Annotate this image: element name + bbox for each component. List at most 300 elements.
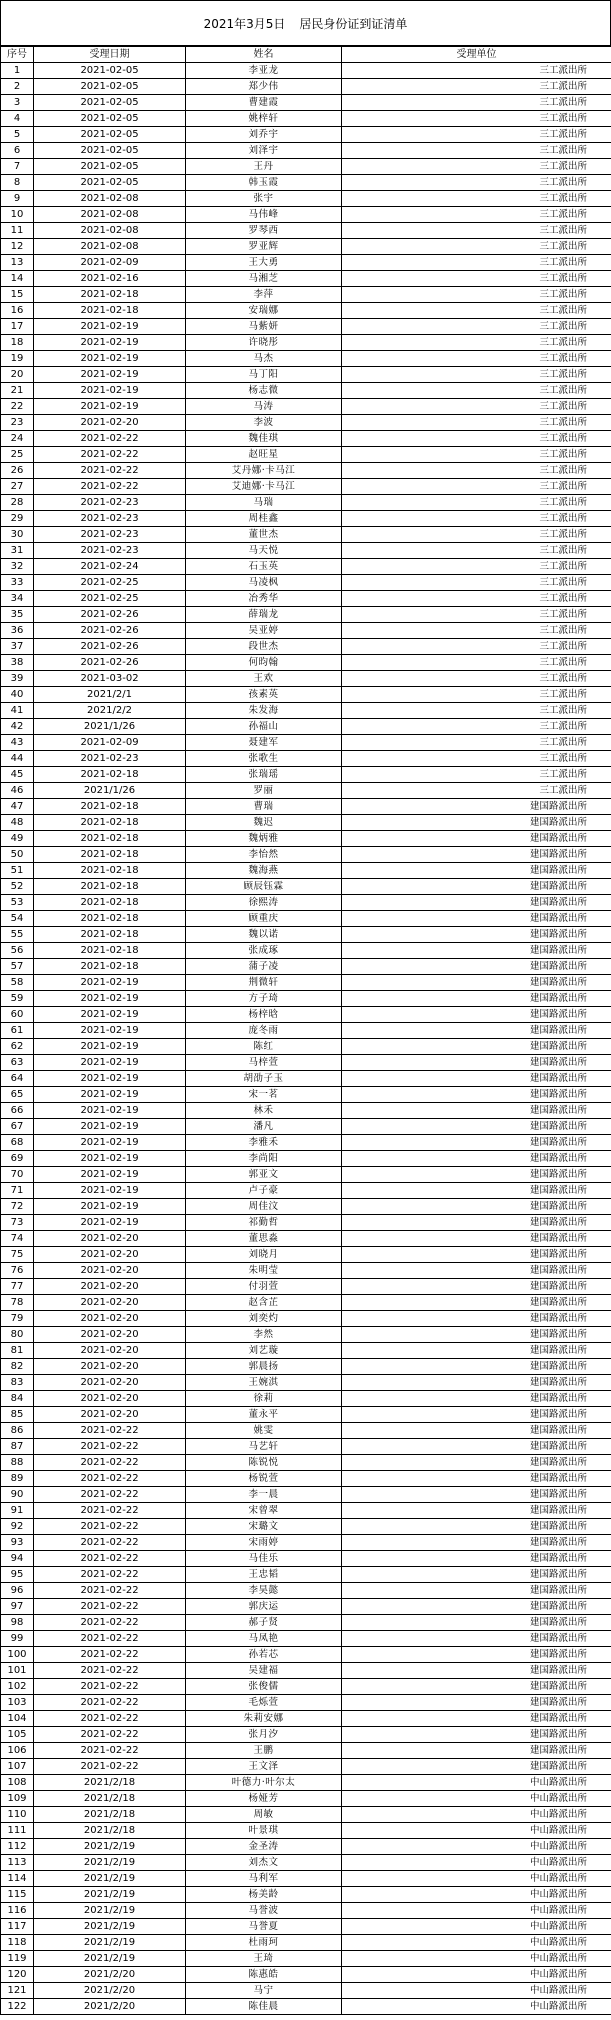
table-row (1, 431, 611, 447)
cell-date: 2021-02-19 (34, 319, 186, 335)
table-row (1, 255, 611, 271)
table-body (1, 63, 611, 2015)
cell-unit: 三工派出所 (342, 175, 611, 191)
cell-unit: 建国路派出所 (342, 911, 611, 927)
cell-date: 2021-02-22 (34, 1471, 186, 1487)
table-row (1, 671, 611, 687)
table-row (1, 1855, 611, 1871)
cell-no: 101 (1, 1663, 34, 1679)
table-row (1, 367, 611, 383)
cell-name: 马梓萱 (186, 1055, 342, 1071)
cell-name: 魏迟 (186, 815, 342, 831)
cell-date: 2021-02-25 (34, 591, 186, 607)
table-row (1, 1455, 611, 1471)
cell-name: 马紫妍 (186, 319, 342, 335)
cell-unit: 三工派出所 (342, 255, 611, 271)
cell-date: 2021/2/19 (34, 1903, 186, 1919)
cell-name: 魏以诺 (186, 927, 342, 943)
cell-unit: 建国路派出所 (342, 1551, 611, 1567)
cell-date: 2021/2/19 (34, 1935, 186, 1951)
cell-unit: 三工派出所 (342, 591, 611, 607)
cell-no: 114 (1, 1871, 34, 1887)
cell-unit: 三工派出所 (342, 191, 611, 207)
table-row (1, 1471, 611, 1487)
table-row (1, 1871, 611, 1887)
cell-date: 2021-02-19 (34, 1039, 186, 1055)
cell-name: 郑少伟 (186, 79, 342, 95)
cell-no: 87 (1, 1439, 34, 1455)
cell-date: 2021/2/1 (34, 687, 186, 703)
cell-date: 2021-02-22 (34, 1535, 186, 1551)
table-row (1, 511, 611, 527)
table-row (1, 1519, 611, 1535)
cell-date: 2021-02-18 (34, 895, 186, 911)
cell-date: 2021-02-18 (34, 831, 186, 847)
cell-name: 王文泽 (186, 1759, 342, 1775)
table-row (1, 1935, 611, 1951)
cell-date: 2021-02-25 (34, 575, 186, 591)
cell-unit: 中山路派出所 (342, 1871, 611, 1887)
cell-no: 33 (1, 575, 34, 591)
table-row (1, 287, 611, 303)
cell-no: 98 (1, 1615, 34, 1631)
cell-date: 2021/2/20 (34, 1983, 186, 1999)
cell-name: 赵含芷 (186, 1295, 342, 1311)
cell-date: 2021-02-19 (34, 1071, 186, 1087)
cell-date: 2021-02-22 (34, 1647, 186, 1663)
table-row (1, 591, 611, 607)
table-row (1, 543, 611, 559)
cell-no: 74 (1, 1231, 34, 1247)
table-row (1, 1999, 611, 2015)
cell-unit: 建国路派出所 (342, 1087, 611, 1103)
cell-unit: 三工派出所 (342, 735, 611, 751)
cell-date: 2021-02-23 (34, 527, 186, 543)
cell-date: 2021-02-05 (34, 95, 186, 111)
id-card-list-table (0, 46, 611, 2015)
table-row (1, 735, 611, 751)
cell-name: 董永平 (186, 1407, 342, 1423)
cell-unit: 三工派出所 (342, 95, 611, 111)
table-row (1, 207, 611, 223)
cell-date: 2021/2/18 (34, 1807, 186, 1823)
cell-name: 马誉夏 (186, 1919, 342, 1935)
cell-unit: 建国路派出所 (342, 1487, 611, 1503)
cell-date: 2021-02-18 (34, 815, 186, 831)
cell-date: 2021-02-19 (34, 383, 186, 399)
cell-name: 冶秀华 (186, 591, 342, 607)
cell-name: 刘艺璇 (186, 1343, 342, 1359)
cell-unit: 建国路派出所 (342, 1711, 611, 1727)
cell-unit: 建国路派出所 (342, 1375, 611, 1391)
cell-date: 2021/2/2 (34, 703, 186, 719)
cell-name: 杨志微 (186, 383, 342, 399)
cell-unit: 三工派出所 (342, 383, 611, 399)
cell-unit: 建国路派出所 (342, 1647, 611, 1663)
cell-unit: 建国路派出所 (342, 1583, 611, 1599)
cell-no: 93 (1, 1535, 34, 1551)
cell-date: 2021/2/19 (34, 1919, 186, 1935)
cell-unit: 中山路派出所 (342, 1999, 611, 2015)
cell-unit: 三工派出所 (342, 79, 611, 95)
table-row (1, 1503, 611, 1519)
cell-unit: 三工派出所 (342, 63, 611, 79)
cell-no: 100 (1, 1647, 34, 1663)
cell-date: 2021-02-22 (34, 1743, 186, 1759)
cell-name: 胡劭子玉 (186, 1071, 342, 1087)
cell-unit: 三工派出所 (342, 447, 611, 463)
cell-no: 109 (1, 1791, 34, 1807)
cell-unit: 三工派出所 (342, 751, 611, 767)
cell-no: 120 (1, 1967, 34, 1983)
cell-date: 2021-02-22 (34, 1567, 186, 1583)
table-row (1, 1487, 611, 1503)
cell-unit: 三工派出所 (342, 543, 611, 559)
cell-name: 周桂鑫 (186, 511, 342, 527)
cell-no: 84 (1, 1391, 34, 1407)
cell-name: 董世杰 (186, 527, 342, 543)
table-row (1, 1327, 611, 1343)
table-row (1, 1695, 611, 1711)
table-row (1, 559, 611, 575)
table-row (1, 463, 611, 479)
cell-unit: 三工派出所 (342, 223, 611, 239)
cell-date: 2021-02-26 (34, 655, 186, 671)
cell-unit: 建国路派出所 (342, 1503, 611, 1519)
cell-name: 陈惠皓 (186, 1967, 342, 1983)
cell-unit: 三工派出所 (342, 159, 611, 175)
cell-no: 88 (1, 1455, 34, 1471)
cell-no: 29 (1, 511, 34, 527)
table-row (1, 1887, 611, 1903)
cell-date: 2021/2/19 (34, 1855, 186, 1871)
table-row (1, 703, 611, 719)
table-row (1, 383, 611, 399)
table-row (1, 271, 611, 287)
table-row (1, 943, 611, 959)
cell-no: 52 (1, 879, 34, 895)
table-row (1, 959, 611, 975)
cell-date: 2021-02-23 (34, 543, 186, 559)
cell-no: 42 (1, 719, 34, 735)
cell-name: 李一晨 (186, 1487, 342, 1503)
cell-name: 杨娅芳 (186, 1791, 342, 1807)
cell-name: 叶德力·叶尔太 (186, 1775, 342, 1791)
cell-name: 荆微轩 (186, 975, 342, 991)
cell-date: 2021-02-18 (34, 959, 186, 975)
cell-no: 15 (1, 287, 34, 303)
cell-no: 108 (1, 1775, 34, 1791)
cell-date: 2021-02-18 (34, 879, 186, 895)
cell-name: 李尚阳 (186, 1151, 342, 1167)
cell-date: 2021-02-22 (34, 1487, 186, 1503)
cell-date: 2021-02-20 (34, 1311, 186, 1327)
cell-date: 2021-02-19 (34, 1119, 186, 1135)
header-unit: 受理单位 (342, 47, 611, 63)
table-row (1, 1039, 611, 1055)
cell-no: 103 (1, 1695, 34, 1711)
cell-name: 马瑞 (186, 495, 342, 511)
cell-name: 安瑞娜 (186, 303, 342, 319)
cell-date: 2021-02-05 (34, 159, 186, 175)
cell-date: 2021-02-19 (34, 1087, 186, 1103)
cell-date: 2021-02-05 (34, 127, 186, 143)
cell-no: 61 (1, 1023, 34, 1039)
cell-name: 杜雨珂 (186, 1935, 342, 1951)
cell-date: 2021-02-05 (34, 79, 186, 95)
cell-no: 9 (1, 191, 34, 207)
cell-unit: 建国路派出所 (342, 975, 611, 991)
table-row (1, 655, 611, 671)
cell-name: 朱明莹 (186, 1263, 342, 1279)
cell-no: 43 (1, 735, 34, 751)
cell-unit: 中山路派出所 (342, 1967, 611, 1983)
table-row (1, 1903, 611, 1919)
cell-name: 林禾 (186, 1103, 342, 1119)
cell-name: 李波 (186, 415, 342, 431)
cell-unit: 中山路派出所 (342, 1919, 611, 1935)
cell-name: 刘晓月 (186, 1247, 342, 1263)
cell-no: 1 (1, 63, 34, 79)
cell-date: 2021-02-19 (34, 1151, 186, 1167)
cell-name: 马湘芝 (186, 271, 342, 287)
cell-unit: 建国路派出所 (342, 1135, 611, 1151)
cell-unit: 建国路派出所 (342, 1039, 611, 1055)
cell-unit: 三工派出所 (342, 399, 611, 415)
cell-unit: 三工派出所 (342, 767, 611, 783)
table-row (1, 1583, 611, 1599)
table-row (1, 927, 611, 943)
cell-no: 76 (1, 1263, 34, 1279)
cell-no: 66 (1, 1103, 34, 1119)
header-date: 受理日期 (34, 47, 186, 63)
table-row (1, 1663, 611, 1679)
table-row (1, 1007, 611, 1023)
cell-unit: 建国路派出所 (342, 1439, 611, 1455)
cell-date: 2021-02-20 (34, 1295, 186, 1311)
table-row (1, 159, 611, 175)
cell-no: 77 (1, 1279, 34, 1295)
table-row (1, 175, 611, 191)
cell-no: 40 (1, 687, 34, 703)
cell-name: 宋一茗 (186, 1087, 342, 1103)
cell-no: 63 (1, 1055, 34, 1071)
table-row (1, 1759, 611, 1775)
cell-date: 2021-02-08 (34, 191, 186, 207)
table-row (1, 1311, 611, 1327)
cell-no: 8 (1, 175, 34, 191)
table-row (1, 1839, 611, 1855)
cell-date: 2021/2/19 (34, 1871, 186, 1887)
cell-unit: 三工派出所 (342, 319, 611, 335)
table-row (1, 1375, 611, 1391)
cell-no: 115 (1, 1887, 34, 1903)
cell-unit: 建国路派出所 (342, 1359, 611, 1375)
cell-no: 36 (1, 623, 34, 639)
cell-unit: 建国路派出所 (342, 1327, 611, 1343)
cell-date: 2021/1/26 (34, 783, 186, 799)
cell-no: 116 (1, 1903, 34, 1919)
cell-name: 毛烁萱 (186, 1695, 342, 1711)
cell-name: 段世杰 (186, 639, 342, 655)
cell-date: 2021-02-22 (34, 1615, 186, 1631)
cell-date: 2021-03-02 (34, 671, 186, 687)
table-row (1, 1343, 611, 1359)
cell-unit: 三工派出所 (342, 479, 611, 495)
table-row (1, 1807, 611, 1823)
cell-unit: 三工派出所 (342, 143, 611, 159)
table-row (1, 1263, 611, 1279)
cell-no: 48 (1, 815, 34, 831)
table-row (1, 1615, 611, 1631)
table-row (1, 1599, 611, 1615)
cell-no: 41 (1, 703, 34, 719)
cell-date: 2021-02-19 (34, 1055, 186, 1071)
cell-date: 2021-02-22 (34, 1551, 186, 1567)
cell-date: 2021-02-19 (34, 351, 186, 367)
cell-name: 郝子贤 (186, 1615, 342, 1631)
table-row (1, 751, 611, 767)
cell-no: 96 (1, 1583, 34, 1599)
cell-name: 王欢 (186, 671, 342, 687)
cell-unit: 建国路派出所 (342, 1263, 611, 1279)
cell-name: 曹瑞 (186, 799, 342, 815)
cell-date: 2021-02-08 (34, 223, 186, 239)
cell-unit: 中山路派出所 (342, 1983, 611, 1999)
cell-date: 2021-02-22 (34, 1631, 186, 1647)
header-row (1, 47, 611, 63)
table-row (1, 1679, 611, 1695)
cell-no: 58 (1, 975, 34, 991)
cell-unit: 中山路派出所 (342, 1791, 611, 1807)
cell-name: 顾辰钰霖 (186, 879, 342, 895)
cell-date: 2021-02-19 (34, 1103, 186, 1119)
cell-name: 张瑞瑶 (186, 767, 342, 783)
cell-no: 79 (1, 1311, 34, 1327)
cell-name: 石玉英 (186, 559, 342, 575)
cell-date: 2021-02-05 (34, 143, 186, 159)
cell-no: 24 (1, 431, 34, 447)
cell-no: 91 (1, 1503, 34, 1519)
table-row (1, 783, 611, 799)
cell-no: 31 (1, 543, 34, 559)
table-row (1, 1071, 611, 1087)
cell-no: 60 (1, 1007, 34, 1023)
cell-unit: 建国路派出所 (342, 1391, 611, 1407)
cell-unit: 三工派出所 (342, 239, 611, 255)
cell-name: 周佳汶 (186, 1199, 342, 1215)
cell-date: 2021-02-19 (34, 1183, 186, 1199)
table-row (1, 79, 611, 95)
table-row (1, 1647, 611, 1663)
table-row (1, 1983, 611, 1999)
table-row (1, 1135, 611, 1151)
table-row (1, 1199, 611, 1215)
cell-date: 2021/2/18 (34, 1823, 186, 1839)
table-row (1, 1439, 611, 1455)
cell-name: 李然 (186, 1327, 342, 1343)
cell-name: 刘奕灼 (186, 1311, 342, 1327)
cell-date: 2021-02-24 (34, 559, 186, 575)
cell-name: 吴亚婷 (186, 623, 342, 639)
cell-unit: 建国路派出所 (342, 1423, 611, 1439)
table-row (1, 847, 611, 863)
cell-name: 杨锐萱 (186, 1471, 342, 1487)
table-row (1, 1151, 611, 1167)
cell-name: 宋曾翠 (186, 1503, 342, 1519)
cell-name: 王琦 (186, 1951, 342, 1967)
cell-name: 马天悦 (186, 543, 342, 559)
cell-no: 110 (1, 1807, 34, 1823)
cell-date: 2021-02-09 (34, 255, 186, 271)
table-row (1, 527, 611, 543)
cell-name: 张成琢 (186, 943, 342, 959)
cell-unit: 三工派出所 (342, 671, 611, 687)
cell-unit: 建国路派出所 (342, 1279, 611, 1295)
table-row (1, 1407, 611, 1423)
table-row (1, 223, 611, 239)
cell-no: 56 (1, 943, 34, 959)
cell-date: 2021-02-19 (34, 367, 186, 383)
cell-date: 2021-02-08 (34, 239, 186, 255)
cell-unit: 建国路派出所 (342, 1247, 611, 1263)
cell-unit: 三工派出所 (342, 495, 611, 511)
cell-unit: 三工派出所 (342, 655, 611, 671)
cell-date: 2021-02-20 (34, 1407, 186, 1423)
cell-unit: 中山路派出所 (342, 1839, 611, 1855)
cell-unit: 建国路派出所 (342, 1231, 611, 1247)
cell-date: 2021-02-22 (34, 431, 186, 447)
cell-date: 2021-02-18 (34, 927, 186, 943)
cell-name: 李怡然 (186, 847, 342, 863)
cell-name: 徐莉 (186, 1391, 342, 1407)
cell-unit: 三工派出所 (342, 623, 611, 639)
cell-no: 10 (1, 207, 34, 223)
table-row (1, 1535, 611, 1551)
cell-date: 2021-02-18 (34, 303, 186, 319)
cell-unit: 建国路派出所 (342, 1455, 611, 1471)
cell-date: 2021-02-20 (34, 1247, 186, 1263)
table-row (1, 479, 611, 495)
cell-unit: 建国路派出所 (342, 1103, 611, 1119)
cell-unit: 建国路派出所 (342, 815, 611, 831)
cell-no: 83 (1, 1375, 34, 1391)
table-row (1, 1919, 611, 1935)
cell-no: 95 (1, 1567, 34, 1583)
table-row (1, 1951, 611, 1967)
cell-no: 45 (1, 767, 34, 783)
cell-no: 35 (1, 607, 34, 623)
cell-no: 53 (1, 895, 34, 911)
cell-unit: 中山路派出所 (342, 1903, 611, 1919)
cell-date: 2021-02-16 (34, 271, 186, 287)
cell-unit: 建国路派出所 (342, 1743, 611, 1759)
cell-unit: 建国路派出所 (342, 1759, 611, 1775)
cell-unit: 三工派出所 (342, 511, 611, 527)
table-row (1, 1423, 611, 1439)
cell-date: 2021-02-26 (34, 623, 186, 639)
cell-date: 2021-02-22 (34, 1503, 186, 1519)
cell-no: 2 (1, 79, 34, 95)
cell-date: 2021-02-18 (34, 767, 186, 783)
table-row (1, 575, 611, 591)
cell-unit: 建国路派出所 (342, 1183, 611, 1199)
cell-name: 魏佳琪 (186, 431, 342, 447)
cell-no: 51 (1, 863, 34, 879)
cell-name: 赵旺星 (186, 447, 342, 463)
cell-unit: 建国路派出所 (342, 1343, 611, 1359)
table-row (1, 399, 611, 415)
